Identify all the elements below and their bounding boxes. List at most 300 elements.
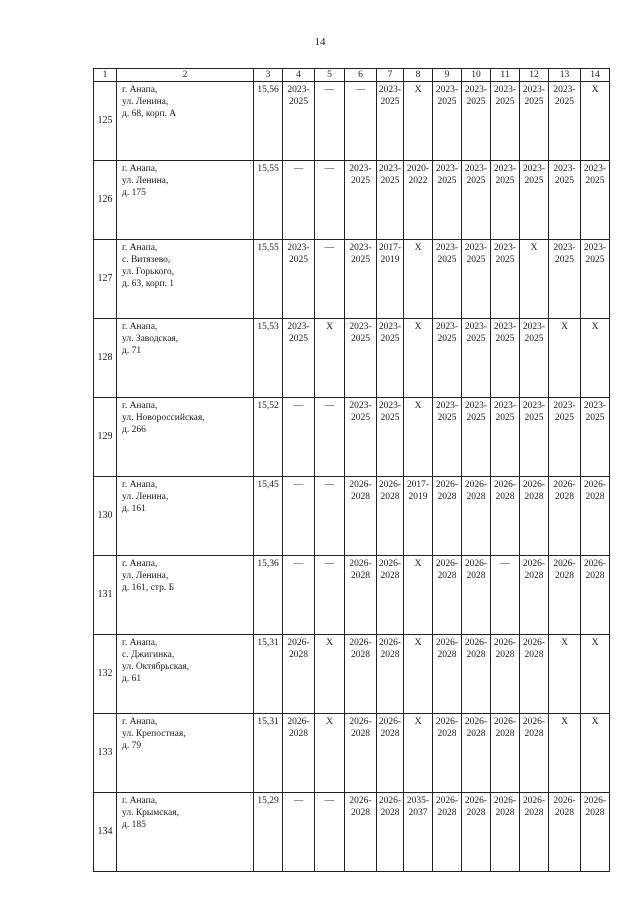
address-line: д. 79 (122, 741, 142, 751)
period-cell (345, 319, 377, 398)
period-end: 2025 (437, 97, 457, 107)
row-number: 130 (94, 477, 117, 556)
period-cell (283, 319, 315, 398)
period-cell (377, 477, 404, 556)
period-start: 2026- (349, 796, 372, 806)
period-start: 2026- (464, 796, 488, 806)
period-cell (345, 635, 377, 714)
period-cell: X (404, 82, 433, 161)
period-end: 2025 (495, 413, 515, 423)
row-number: 127 (94, 240, 117, 319)
period-cell (404, 793, 433, 872)
period-end: 2028 (585, 571, 605, 581)
period-end: 2025 (495, 97, 515, 107)
period-end: 2025 (351, 255, 370, 265)
period-start: 2026- (464, 717, 488, 727)
address-line: г. Анапа, (122, 243, 158, 253)
address-line: д. 71 (122, 346, 142, 356)
period-cell (581, 556, 610, 635)
row-number: 133 (94, 714, 117, 793)
period-start: 2026- (553, 559, 576, 569)
period-cell: X (581, 714, 610, 793)
period-cell (345, 477, 377, 556)
period-end: 2028 (351, 492, 370, 502)
period-end: 2025 (289, 255, 308, 265)
value-cell: 15,56 (254, 82, 283, 161)
period-cell (462, 82, 491, 161)
period-start: 2026- (522, 638, 546, 648)
address-line: ул. Ленина, (122, 571, 169, 581)
period-start: 2023- (464, 401, 488, 411)
period-start: 2026- (493, 717, 517, 727)
period-cell (433, 556, 462, 635)
period-start: 2026- (522, 559, 546, 569)
period-cell (462, 398, 491, 477)
period-cell (377, 319, 404, 398)
period-cell (433, 635, 462, 714)
period-start: 2026- (287, 717, 310, 727)
period-end: 2022 (408, 176, 428, 186)
period-start: 2026- (378, 480, 402, 490)
period-start: 2023- (583, 401, 607, 411)
period-start: 2026- (493, 480, 517, 490)
period-start: 2023- (349, 243, 372, 253)
period-cell (549, 240, 581, 319)
address-line: ул. Новороссийская, (122, 413, 205, 423)
period-end: 2025 (466, 97, 486, 107)
table-row (94, 319, 610, 398)
period-end: 2028 (524, 808, 544, 818)
period-start: 2020- (406, 164, 430, 174)
period-end: 2028 (437, 571, 457, 581)
period-start: 2026- (435, 480, 459, 490)
period-start: 2023- (583, 164, 607, 174)
address-cell (117, 319, 254, 398)
address-line: ул. Октябрьская, (122, 662, 190, 672)
address-line: д. 266 (122, 425, 146, 435)
address-line: д. 63, корп. 1 (122, 279, 175, 289)
period-start: 2026- (522, 717, 546, 727)
period-cell: X (581, 82, 610, 161)
period-end: 2028 (437, 650, 457, 660)
address-line: ул. Ленина, (122, 176, 169, 186)
period-cell: — (283, 161, 315, 240)
address-line: ул. Ленина, (122, 97, 169, 107)
period-cell (345, 240, 377, 319)
column-header: 1 (94, 69, 117, 82)
period-cell (462, 477, 491, 556)
period-end: 2025 (495, 176, 515, 186)
period-cell (377, 635, 404, 714)
period-start: 2023- (493, 401, 517, 411)
period-cell (549, 793, 581, 872)
address-line: д. 68, корп. А (122, 109, 177, 119)
period-cell (549, 398, 581, 477)
period-cell (491, 398, 520, 477)
period-start: 2023- (464, 164, 488, 174)
period-cell: — (345, 82, 377, 161)
period-cell: X (404, 714, 433, 793)
address-line: ул. Крымская, (122, 808, 179, 818)
period-end: 2028 (380, 729, 400, 739)
period-start: 2023- (378, 85, 402, 95)
period-end: 2028 (466, 729, 486, 739)
period-end: 2028 (289, 729, 308, 739)
period-start: 2023- (464, 243, 488, 253)
period-cell: X (581, 635, 610, 714)
period-start: 2023- (435, 164, 459, 174)
period-start: 2023- (553, 85, 576, 95)
table-body (94, 69, 610, 872)
period-start: 2026- (349, 638, 372, 648)
period-start: 2035- (406, 796, 430, 806)
period-cell: X (404, 635, 433, 714)
period-start: 2023- (583, 243, 607, 253)
period-cell (377, 714, 404, 793)
column-header: 13 (549, 69, 581, 82)
column-header: 4 (283, 69, 315, 82)
period-cell (377, 556, 404, 635)
period-start: 2023- (435, 322, 459, 332)
period-start: 2023- (553, 401, 576, 411)
period-start: 2026- (378, 559, 402, 569)
column-header: 8 (404, 69, 433, 82)
row-number: 132 (94, 635, 117, 714)
period-cell (520, 556, 549, 635)
value-cell: 15,31 (254, 635, 283, 714)
period-start: 2023- (287, 85, 310, 95)
period-cell (433, 82, 462, 161)
period-end: 2028 (524, 571, 544, 581)
address-cell (117, 793, 254, 872)
address-line: д. 61 (122, 674, 142, 684)
period-end: 2028 (437, 492, 457, 502)
period-cell (462, 556, 491, 635)
period-cell (581, 793, 610, 872)
period-cell (549, 161, 581, 240)
period-end: 2025 (380, 97, 400, 107)
period-cell (433, 398, 462, 477)
address-cell (117, 398, 254, 477)
address-line: д. 161 (122, 504, 146, 514)
period-cell: X (315, 319, 345, 398)
period-end: 2025 (351, 413, 370, 423)
address-line: с. Витязево, (122, 255, 171, 265)
header-row (94, 69, 610, 82)
period-start: 2026- (349, 717, 372, 727)
period-start: 2026- (553, 796, 576, 806)
address-cell (117, 240, 254, 319)
value-cell: 15,52 (254, 398, 283, 477)
period-start: 2023- (287, 322, 310, 332)
period-end: 2025 (437, 334, 457, 344)
table-row (94, 635, 610, 714)
period-cell (491, 635, 520, 714)
period-start: 2017- (378, 243, 402, 253)
address-line: с. Джигинка, (122, 650, 175, 660)
period-end: 2028 (495, 729, 515, 739)
period-end: 2028 (466, 808, 486, 818)
period-end: 2028 (380, 571, 400, 581)
period-cell (520, 714, 549, 793)
period-cell (377, 398, 404, 477)
period-start: 2023- (522, 85, 546, 95)
period-cell (581, 161, 610, 240)
period-start: 2023- (553, 243, 576, 253)
period-end: 2028 (437, 808, 457, 818)
period-cell (462, 635, 491, 714)
period-end: 2025 (437, 176, 457, 186)
address-line: ул. Горького, (122, 267, 174, 277)
period-end: 2028 (351, 808, 370, 818)
period-start: 2026- (583, 796, 607, 806)
period-start: 2023- (464, 322, 488, 332)
period-end: 2025 (555, 97, 574, 107)
table-row (94, 82, 610, 161)
period-end: 2025 (555, 413, 574, 423)
address-line: г. Анапа, (122, 401, 158, 411)
period-cell (345, 161, 377, 240)
period-cell (345, 714, 377, 793)
period-cell: X (581, 319, 610, 398)
period-start: 2026- (287, 638, 310, 648)
period-end: 2025 (585, 176, 605, 186)
address-line: г. Анапа, (122, 638, 158, 648)
period-cell (491, 714, 520, 793)
period-start: 2026- (435, 638, 459, 648)
period-cell: — (283, 556, 315, 635)
period-cell (549, 556, 581, 635)
period-start: 2026- (435, 559, 459, 569)
period-cell: — (315, 240, 345, 319)
period-cell (491, 161, 520, 240)
period-start: 2023- (464, 85, 488, 95)
period-cell: X (315, 635, 345, 714)
period-start: 2026- (493, 796, 517, 806)
period-end: 2025 (380, 176, 400, 186)
address-cell (117, 477, 254, 556)
period-end: 2019 (408, 492, 428, 502)
period-start: 2026- (435, 717, 459, 727)
address-line: ул. Ленина, (122, 492, 169, 502)
period-start: 2023- (493, 85, 517, 95)
period-end: 2025 (524, 97, 544, 107)
address-cell (117, 714, 254, 793)
period-end: 2028 (466, 492, 486, 502)
column-header: 6 (345, 69, 377, 82)
period-start: 2017- (406, 480, 430, 490)
period-end: 2028 (380, 492, 400, 502)
period-start: 2026- (378, 796, 402, 806)
period-start: 2023- (493, 243, 517, 253)
row-number: 128 (94, 319, 117, 398)
table-row (94, 714, 610, 793)
table-row (94, 556, 610, 635)
period-end: 2025 (555, 255, 574, 265)
period-start: 2023- (522, 322, 546, 332)
period-start: 2026- (553, 480, 576, 490)
period-start: 2023- (378, 322, 402, 332)
period-cell (433, 319, 462, 398)
period-end: 2028 (555, 492, 574, 502)
column-header: 3 (254, 69, 283, 82)
period-start: 2023- (378, 164, 402, 174)
period-cell (433, 793, 462, 872)
period-cell (433, 477, 462, 556)
address-cell (117, 82, 254, 161)
period-cell: X (549, 635, 581, 714)
period-end: 2025 (495, 334, 515, 344)
address-line: г. Анапа, (122, 85, 158, 95)
period-end: 2025 (555, 176, 574, 186)
period-start: 2023- (522, 401, 546, 411)
page-number: 14 (314, 36, 326, 48)
period-end: 2025 (380, 413, 400, 423)
period-cell (377, 82, 404, 161)
period-cell (283, 240, 315, 319)
period-cell: — (315, 793, 345, 872)
period-cell (377, 161, 404, 240)
period-cell (491, 319, 520, 398)
period-start: 2026- (522, 480, 546, 490)
period-cell (433, 161, 462, 240)
address-line: д. 161, стр. Б (122, 583, 175, 593)
period-cell (404, 477, 433, 556)
value-cell: 15,55 (254, 240, 283, 319)
period-cell (520, 793, 549, 872)
period-cell: — (315, 82, 345, 161)
period-start: 2023- (378, 401, 402, 411)
period-cell (520, 635, 549, 714)
row-number: 129 (94, 398, 117, 477)
period-end: 2028 (495, 492, 515, 502)
period-cell: X (404, 556, 433, 635)
period-end: 2025 (466, 413, 486, 423)
address-cell (117, 161, 254, 240)
period-end: 2025 (466, 334, 486, 344)
period-cell: — (315, 477, 345, 556)
schedule-table (93, 68, 610, 872)
period-end: 2025 (524, 176, 544, 186)
period-cell (462, 240, 491, 319)
period-end: 2025 (585, 255, 605, 265)
period-end: 2028 (289, 650, 308, 660)
period-end: 2028 (351, 729, 370, 739)
period-start: 2026- (378, 717, 402, 727)
table-row (94, 793, 610, 872)
address-line: д. 185 (122, 820, 146, 830)
address-cell (117, 635, 254, 714)
period-start: 2026- (464, 480, 488, 490)
table-row (94, 477, 610, 556)
column-header: 12 (520, 69, 549, 82)
period-start: 2026- (493, 638, 517, 648)
period-end: 2025 (351, 334, 370, 344)
period-end: 2025 (351, 176, 370, 186)
period-end: 2028 (466, 650, 486, 660)
period-cell: — (283, 477, 315, 556)
period-start: 2026- (464, 638, 488, 648)
period-start: 2023- (349, 164, 372, 174)
period-end: 2028 (437, 729, 457, 739)
column-header: 2 (117, 69, 254, 82)
period-end: 2028 (555, 808, 574, 818)
period-end: 2028 (585, 492, 605, 502)
period-cell (520, 319, 549, 398)
period-cell: X (404, 319, 433, 398)
period-end: 2028 (380, 650, 400, 660)
value-cell: 15,31 (254, 714, 283, 793)
period-cell (491, 240, 520, 319)
address-line: г. Анапа, (122, 480, 158, 490)
column-header: 7 (377, 69, 404, 82)
period-cell: X (549, 714, 581, 793)
period-end: 2025 (466, 176, 486, 186)
value-cell: 15,45 (254, 477, 283, 556)
address-cell (117, 556, 254, 635)
period-cell: X (404, 398, 433, 477)
period-start: 2026- (378, 638, 402, 648)
period-end: 2025 (437, 255, 457, 265)
period-cell (433, 714, 462, 793)
period-start: 2026- (349, 480, 372, 490)
period-cell (491, 82, 520, 161)
table-row (94, 240, 610, 319)
period-end: 2025 (524, 413, 544, 423)
period-cell (581, 477, 610, 556)
row-number: 131 (94, 556, 117, 635)
table-row (94, 161, 610, 240)
period-start: 2023- (493, 322, 517, 332)
period-end: 2025 (524, 334, 544, 344)
period-end: 2028 (495, 808, 515, 818)
period-cell (549, 82, 581, 161)
period-end: 2025 (466, 255, 486, 265)
period-cell: — (491, 556, 520, 635)
period-start: 2023- (349, 322, 372, 332)
period-end: 2028 (495, 650, 515, 660)
period-start: 2023- (553, 164, 576, 174)
address-line: д. 175 (122, 188, 146, 198)
period-start: 2023- (435, 401, 459, 411)
period-end: 2025 (380, 334, 400, 344)
column-header: 11 (491, 69, 520, 82)
period-cell (520, 477, 549, 556)
address-line: г. Анапа, (122, 796, 158, 806)
row-number: 125 (94, 82, 117, 161)
value-cell: 15,36 (254, 556, 283, 635)
period-end: 2025 (437, 413, 457, 423)
address-line: г. Анапа, (122, 322, 158, 332)
table-row (94, 398, 610, 477)
period-cell (345, 793, 377, 872)
address-line: г. Анапа, (122, 717, 158, 727)
period-cell (462, 714, 491, 793)
period-cell (345, 556, 377, 635)
address-line: г. Анапа, (122, 164, 158, 174)
period-start: 2023- (493, 164, 517, 174)
column-header: 10 (462, 69, 491, 82)
period-end: 2019 (380, 255, 400, 265)
period-cell: X (315, 714, 345, 793)
period-cell (491, 477, 520, 556)
period-cell (581, 398, 610, 477)
period-end: 2028 (524, 492, 544, 502)
column-header: 9 (433, 69, 462, 82)
period-start: 2023- (522, 164, 546, 174)
period-start: 2023- (349, 401, 372, 411)
period-end: 2025 (289, 334, 308, 344)
